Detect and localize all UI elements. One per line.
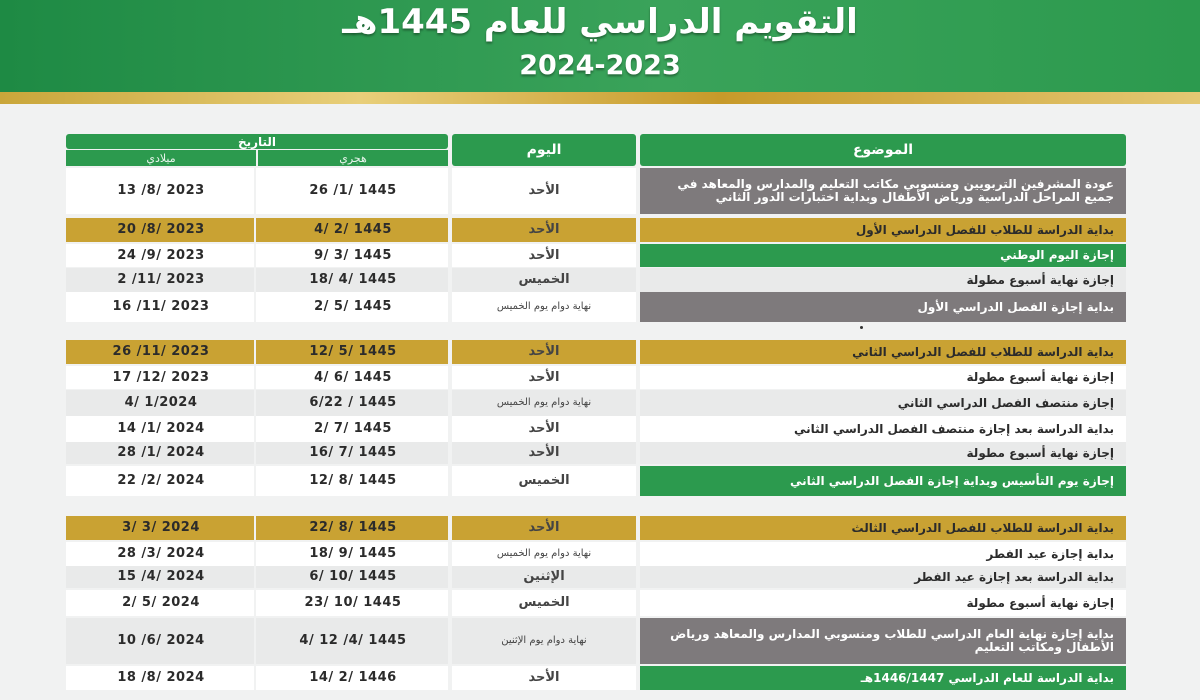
row-hijri-date: 14/ 2/ 1446 xyxy=(309,670,397,686)
row-topic: بداية إجازة عيد الفطر xyxy=(986,546,1114,561)
row-topic: بداية الدراسة للطلاب للفصل الدراسي الثالث xyxy=(640,516,1126,540)
header-hijri: هجري xyxy=(258,150,448,166)
row-hijri-date: 12/ 5/ 1445 xyxy=(258,340,448,364)
row-hijri-date: 16/ 7/ 1445 xyxy=(309,445,397,461)
row-day: الخميس xyxy=(518,595,570,611)
row-day: الأحد xyxy=(528,445,560,461)
row-hijri-date: 23/ 10/ 1445 xyxy=(304,595,402,611)
page-subtitle: 2024-2023 xyxy=(519,50,681,81)
row-hijri-date: 4/ 12 /4/ 1445 xyxy=(299,633,407,649)
row-hijri-date: 4/ 2/ 1445 xyxy=(258,218,448,242)
row-day: نهاية دوام يوم الخميس xyxy=(496,300,592,312)
row-hijri-date: 12/ 8/ 1445 xyxy=(309,473,397,489)
row-topic: إجازة نهاية أسبوع مطولة xyxy=(966,595,1114,610)
row-day: الأحد xyxy=(528,369,560,385)
row-topic: إجازة اليوم الوطني xyxy=(640,244,1126,267)
row-gregorian-date: 26 /11/ 2023 xyxy=(66,340,256,364)
row-gregorian-date: 2 /11/ 2023 xyxy=(117,272,205,288)
row-topic: بداية الدراسة للعام الدراسي 1446/1447هـ xyxy=(640,666,1126,690)
row-hijri-date: 6/22 / 1445 xyxy=(309,395,397,411)
row-gregorian-date: 22 /2/ 2024 xyxy=(117,473,205,489)
row-day: نهاية دوام يوم الخميس xyxy=(496,547,592,559)
row-day: نهاية دوام يوم الخميس xyxy=(496,396,592,408)
row-day: الأحد xyxy=(452,218,636,242)
row-topic: بداية الدراسة بعد إجازة عيد الفطر xyxy=(914,569,1114,584)
row-day: الأحد xyxy=(452,516,636,540)
row-day: الإثنين xyxy=(523,569,565,585)
row-hijri-date: 4/ 6/ 1445 xyxy=(314,369,392,385)
row-hijri-date: 26 /1/ 1445 xyxy=(309,183,397,199)
row-topic: بداية الدراسة بعد إجازة منتصف الفصل الدراسي الثاني xyxy=(793,421,1114,436)
row-gregorian-date: 28 /3/ 2024 xyxy=(117,546,205,562)
row-gregorian-date: 14 /1/ 2024 xyxy=(117,421,205,437)
header-gregorian: ميلادي xyxy=(66,150,256,166)
row-topic: إجازة نهاية أسبوع مطولة xyxy=(966,272,1114,287)
stray-dot xyxy=(860,326,863,329)
row-topic: إجازة منتصف الفصل الدراسي الثاني xyxy=(897,395,1114,410)
row-topic: إجازة نهاية أسبوع مطولة xyxy=(966,445,1114,460)
row-gregorian-date: 4/ 1/2024 xyxy=(124,395,198,411)
row-day: الأحد xyxy=(528,183,560,199)
row-day: الأحد xyxy=(452,340,636,364)
row-gregorian-date: 20 /8/ 2023 xyxy=(66,218,256,242)
row-gregorian-date: 18 /8/ 2024 xyxy=(117,670,205,686)
row-day: الخميس xyxy=(518,272,570,288)
row-hijri-date: 22/ 8/ 1445 xyxy=(258,516,448,540)
row-hijri-date: 2/ 5/ 1445 xyxy=(314,299,392,315)
header-topic: الموضوع xyxy=(640,134,1126,166)
row-topic: بداية إجازة الفصل الدراسي الأول xyxy=(640,292,1126,322)
row-gregorian-date: 15 /4/ 2024 xyxy=(117,569,205,585)
row-gregorian-date: 3/ 3/ 2024 xyxy=(66,516,256,540)
row-hijri-date: 18/ 4/ 1445 xyxy=(309,272,397,288)
column-separator xyxy=(448,168,452,690)
row-day: الأحد xyxy=(528,421,560,437)
column-separator xyxy=(254,168,256,690)
row-topic: عودة المشرفين التربويين ومنسوبي مكاتب التعليم والمدارس والمعاهد في جميع المراحل الدراسية ورياض الأطفال وبداية اختبارات الدور الثاني xyxy=(640,168,1126,214)
row-topic: إجازة يوم التأسيس وبداية إجازة الفصل الدراسي الثاني xyxy=(640,466,1126,496)
row-hijri-date: 2/ 7/ 1445 xyxy=(314,421,392,437)
row-day: نهاية دوام يوم الإثنين xyxy=(501,634,587,646)
row-topic: بداية الدراسة للطلاب للفصل الدراسي الثاني xyxy=(640,340,1126,364)
page-title: التقويم الدراسي للعام 1445هـ xyxy=(342,2,858,42)
header-date: التاريخ xyxy=(66,134,448,149)
row-gregorian-date: 16 /11/ 2023 xyxy=(112,299,210,315)
column-separator xyxy=(636,168,640,690)
row-gregorian-date: 10 /6/ 2024 xyxy=(117,633,205,649)
row-topic: إجازة نهاية أسبوع مطولة xyxy=(966,370,1114,385)
row-day: الخميس xyxy=(518,473,570,489)
row-gregorian-date: 13 /8/ 2023 xyxy=(117,183,205,199)
row-day: الأحد xyxy=(528,247,560,263)
row-gregorian-date: 28 /1/ 2024 xyxy=(117,445,205,461)
banner-gold-stripe xyxy=(0,92,1200,104)
row-topic: بداية الدراسة للطلاب للفصل الدراسي الأول xyxy=(640,218,1126,242)
header-day: اليوم xyxy=(452,134,636,166)
row-gregorian-date: 17 /12/ 2023 xyxy=(112,369,210,385)
row-day: الأحد xyxy=(528,670,560,686)
row-hijri-date: 6/ 10/ 1445 xyxy=(309,569,397,585)
row-topic: بداية إجازة نهاية العام الدراسي للطلاب ومنسوبي المدارس والمعاهد ورياض الأطفال ومكاتب التعليم xyxy=(640,618,1126,664)
row-hijri-date: 18/ 9/ 1445 xyxy=(309,546,397,562)
row-gregorian-date: 2/ 5/ 2024 xyxy=(122,595,200,611)
row-hijri-date: 9/ 3/ 1445 xyxy=(314,247,392,263)
row-gregorian-date: 24 /9/ 2023 xyxy=(117,247,205,263)
